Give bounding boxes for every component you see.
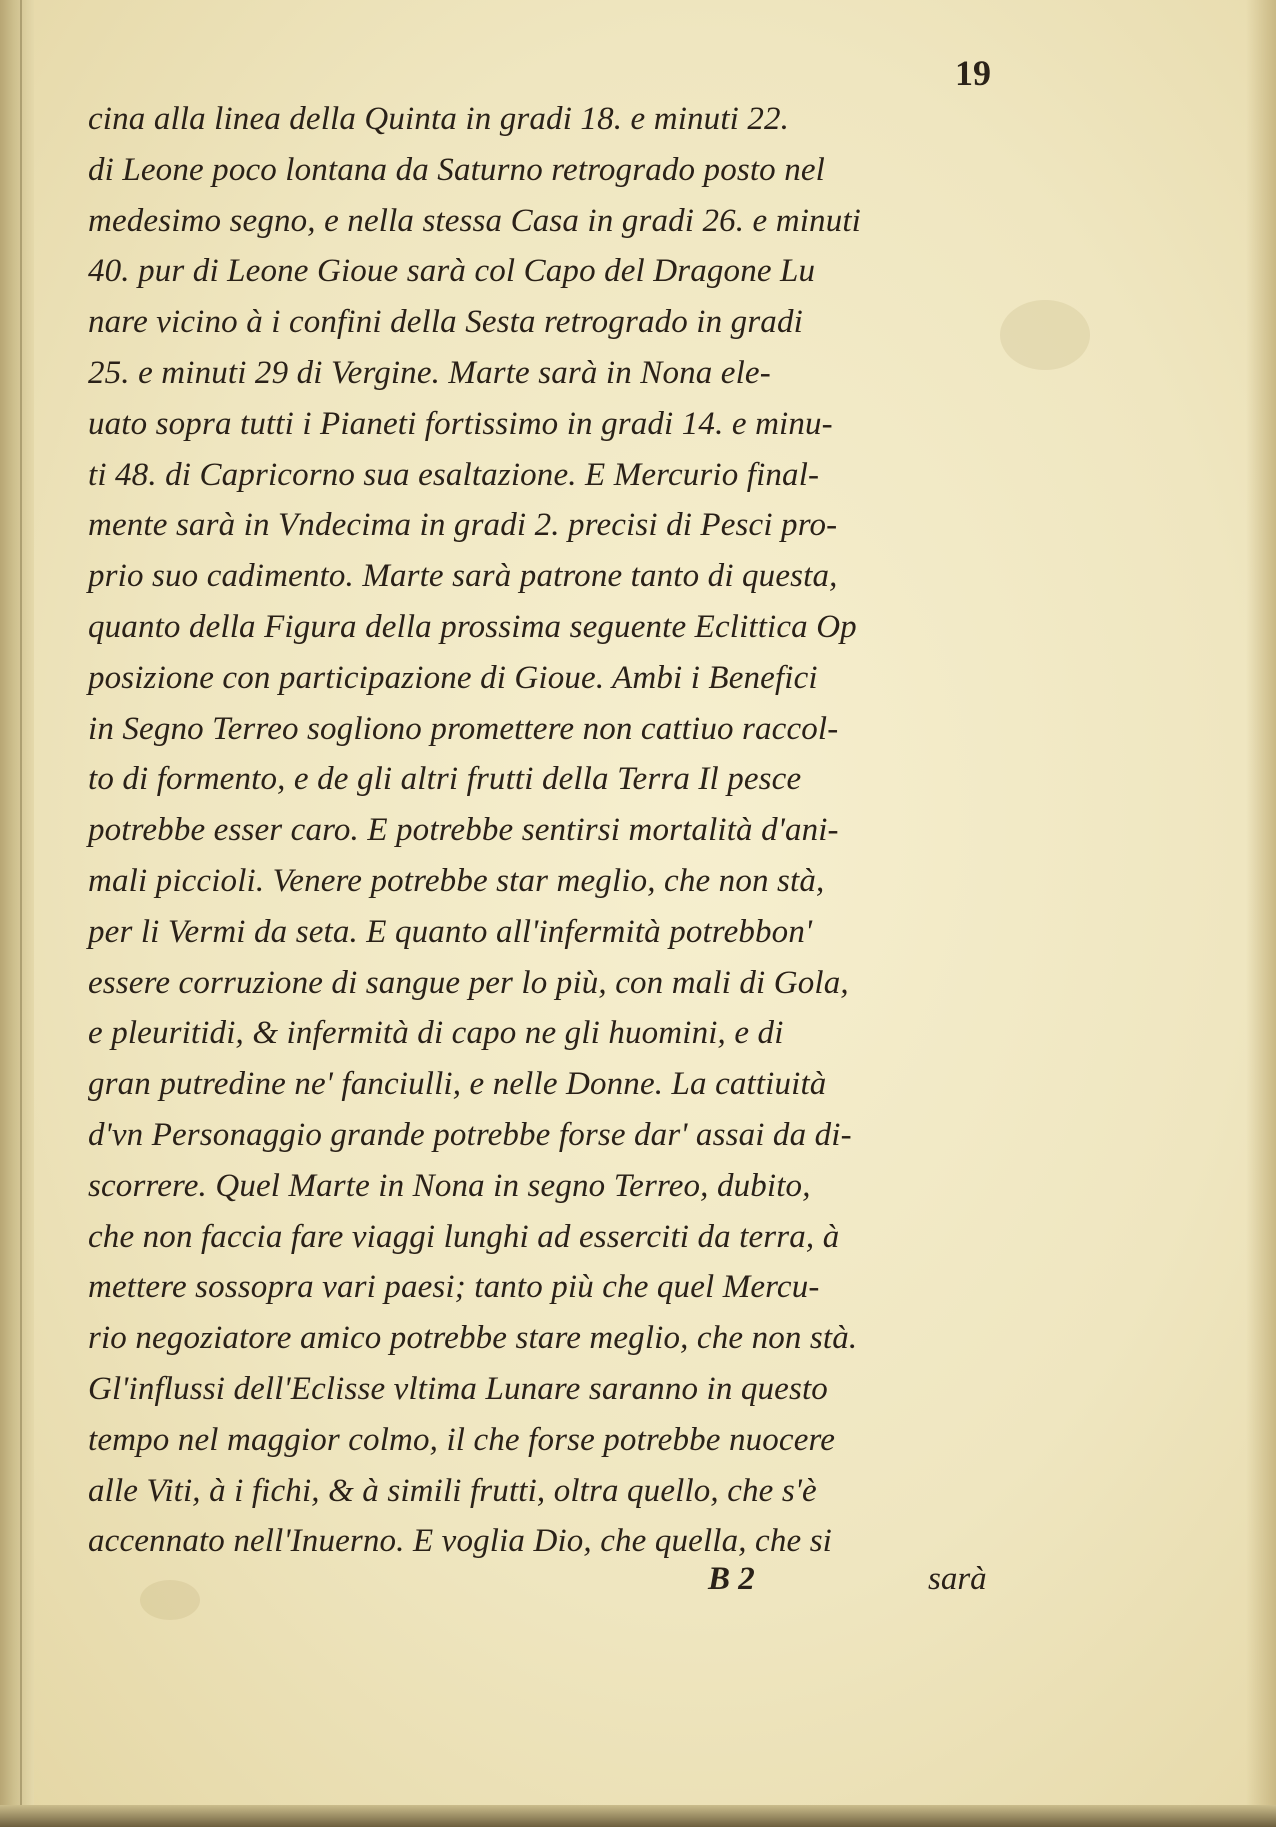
- text-line: alle Viti, à i fichi, & à simili frutti, oltra quello, che s'è: [88, 1472, 817, 1509]
- text-line: posizione con participazione di Gioue. Ambi i Benefici: [88, 659, 818, 696]
- text-line: nare vicino à i confini della Sesta retrogrado in gradi: [88, 304, 803, 341]
- text-line: d'vn Personaggio grande potrebbe forse dar' assai da di-: [88, 1116, 852, 1153]
- binding-gutter: [0, 0, 34, 1827]
- body-text: [88, 94, 1068, 1567]
- text-line: rio negoziatore amico potrebbe stare meglio, che non stà.: [88, 1320, 858, 1357]
- text-line: mali piccioli. Venere potrebbe star meglio, che non stà,: [88, 862, 825, 899]
- text-line: prio suo cadimento. Marte sarà patrone tanto di questa,: [88, 558, 838, 595]
- text-line: cina alla linea della Quinta in gradi 18. e minuti 22.: [88, 101, 790, 137]
- binding-line: [20, 0, 22, 1827]
- text-line: uato sopra tutti i Pianeti fortissimo in gradi 14. e minu-: [88, 405, 833, 442]
- text-line: 40. pur di Leone Gioue sarà col Capo del Dragone Lu: [88, 253, 816, 290]
- text-line: 25. e minuti 29 di Vergine. Marte sarà in Nona ele-: [88, 354, 771, 391]
- text-line: mente sarà in Vndecima in gradi 2. precisi di Pesci pro-: [88, 507, 838, 544]
- catchword: sarà: [928, 1561, 987, 1597]
- text-line: per li Vermi da seta. E quanto all'infermità potrebbon': [88, 913, 813, 950]
- text-line: potrebbe esser caro. E potrebbe sentirsi mortalità d'ani-: [88, 812, 839, 849]
- text-line: essere corruzione di sangue per lo più, con mali di Gola,: [88, 964, 849, 1001]
- scan-border: [0, 1805, 1276, 1827]
- text-line: di Leone poco lontana da Saturno retrogrado posto nel: [88, 151, 825, 188]
- text-line: tempo nel maggior colmo, il che forse potrebbe nuocere: [88, 1421, 836, 1458]
- text-line: gran putredine ne' fanciulli, e nelle Donne. La cattiuità: [88, 1066, 827, 1103]
- signature-mark: B 2: [708, 1561, 755, 1597]
- text-line: e pleuritidi, & infermità di capo ne gli huomini, e di: [88, 1015, 784, 1052]
- text-line: scorrere. Quel Marte in Nona in segno Terreo, dubito,: [88, 1167, 811, 1204]
- page-footer: [88, 1561, 1068, 1601]
- page-number: 19: [955, 53, 991, 93]
- text-line: Gl'influssi dell'Eclisse vltima Lunare saranno in questo: [88, 1370, 828, 1407]
- text-line: medesimo segno, e nella stessa Casa in gradi 26. e minuti: [88, 202, 861, 239]
- text-line: quanto della Figura della prossima seguente Eclittica Op: [88, 608, 857, 645]
- text-line: in Segno Terreo sogliono promettere non cattiuo raccol-: [88, 710, 839, 747]
- text-line: che non faccia fare viaggi lunghi ad esserciti da terra, à: [88, 1218, 840, 1255]
- page-edge-shadow: [1246, 0, 1276, 1827]
- text-line: to di formento, e de gli altri frutti della Terra Il pesce: [88, 761, 802, 798]
- text-line: mettere sossopra vari paesi; tanto più che quel Mercu-: [88, 1269, 820, 1306]
- text-line: accennato nell'Inuerno. E voglia Dio, che quella, che si: [88, 1523, 833, 1560]
- text-line: ti 48. di Capricorno sua esaltazione. E Mercurio final-: [88, 456, 820, 493]
